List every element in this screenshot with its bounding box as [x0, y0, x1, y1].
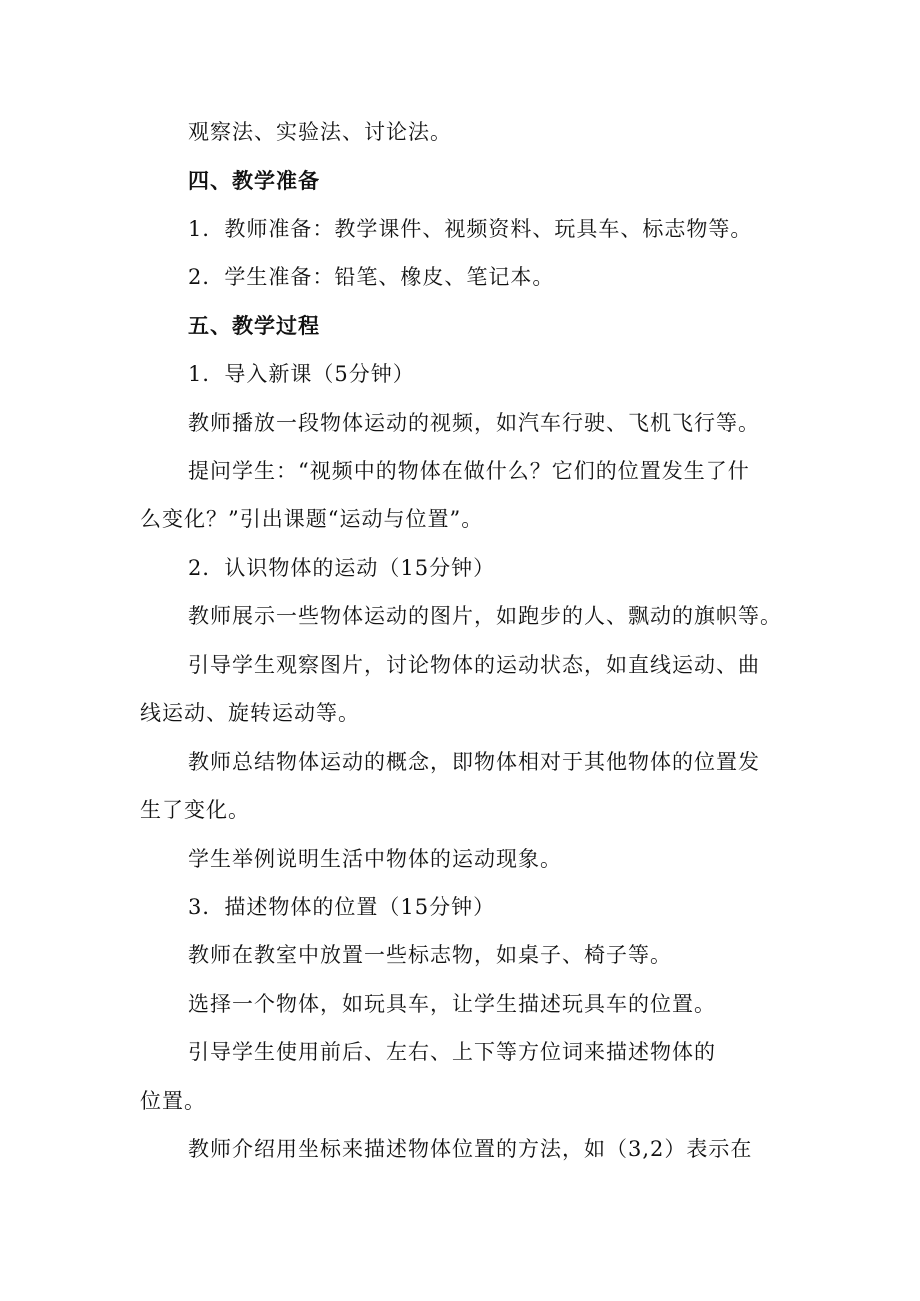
paragraph-line: 教师在教室中放置一些标志物，如桌子、椅子等。: [188, 943, 672, 967]
step-heading-introduction: 1．导入新课（5分钟）: [188, 362, 415, 386]
paragraph-line: 学生举例说明生活中物体的运动现象。: [188, 847, 562, 871]
teacher-preparation-item: 1．教师准备：教学课件、视频资料、玩具车、标志物等。: [188, 217, 753, 241]
paragraph-line: 引导学生观察图片，讨论物体的运动状态，如直线运动、曲: [188, 653, 760, 677]
paragraph-line: 选择一个物体，如玩具车，让学生描述玩具车的位置。: [188, 992, 716, 1016]
section-heading-teaching-preparation: 四、教学准备: [188, 169, 320, 193]
paragraph-line: 位置。: [140, 1089, 206, 1113]
section-heading-teaching-process: 五、教学过程: [188, 314, 320, 338]
paragraph-line: 引导学生使用前后、左右、上下等方位词来描述物体的: [188, 1040, 716, 1064]
paragraph-line: 教师总结物体运动的概念，即物体相对于其他物体的位置发: [188, 750, 760, 774]
step-heading-recognize-motion: 2．认识物体的运动（15分钟）: [188, 556, 496, 580]
paragraph-line: 线运动、旋转运动等。: [140, 701, 360, 725]
student-preparation-item: 2．学生准备：铅笔、橡皮、笔记本。: [188, 265, 555, 289]
paragraph-line: 生了变化。: [140, 798, 250, 822]
paragraph-line: 教师播放一段物体运动的视频，如汽车行驶、飞机飞行等。: [188, 411, 760, 435]
paragraph-line: 么变化？”引出课题“运动与位置”。: [140, 507, 484, 531]
paragraph-line: 提问学生：“视频中的物体在做什么？它们的位置发生了什: [188, 459, 750, 483]
step-heading-describe-position: 3．描述物体的位置（15分钟）: [188, 895, 496, 919]
paragraph-line: 教师介绍用坐标来描述物体位置的方法，如（3,2）表示在: [188, 1137, 753, 1161]
paragraph-line: 教师展示一些物体运动的图片，如跑步的人、飘动的旗帜等。: [188, 604, 782, 628]
methods-text: 观察法、实验法、讨论法。: [188, 120, 452, 144]
